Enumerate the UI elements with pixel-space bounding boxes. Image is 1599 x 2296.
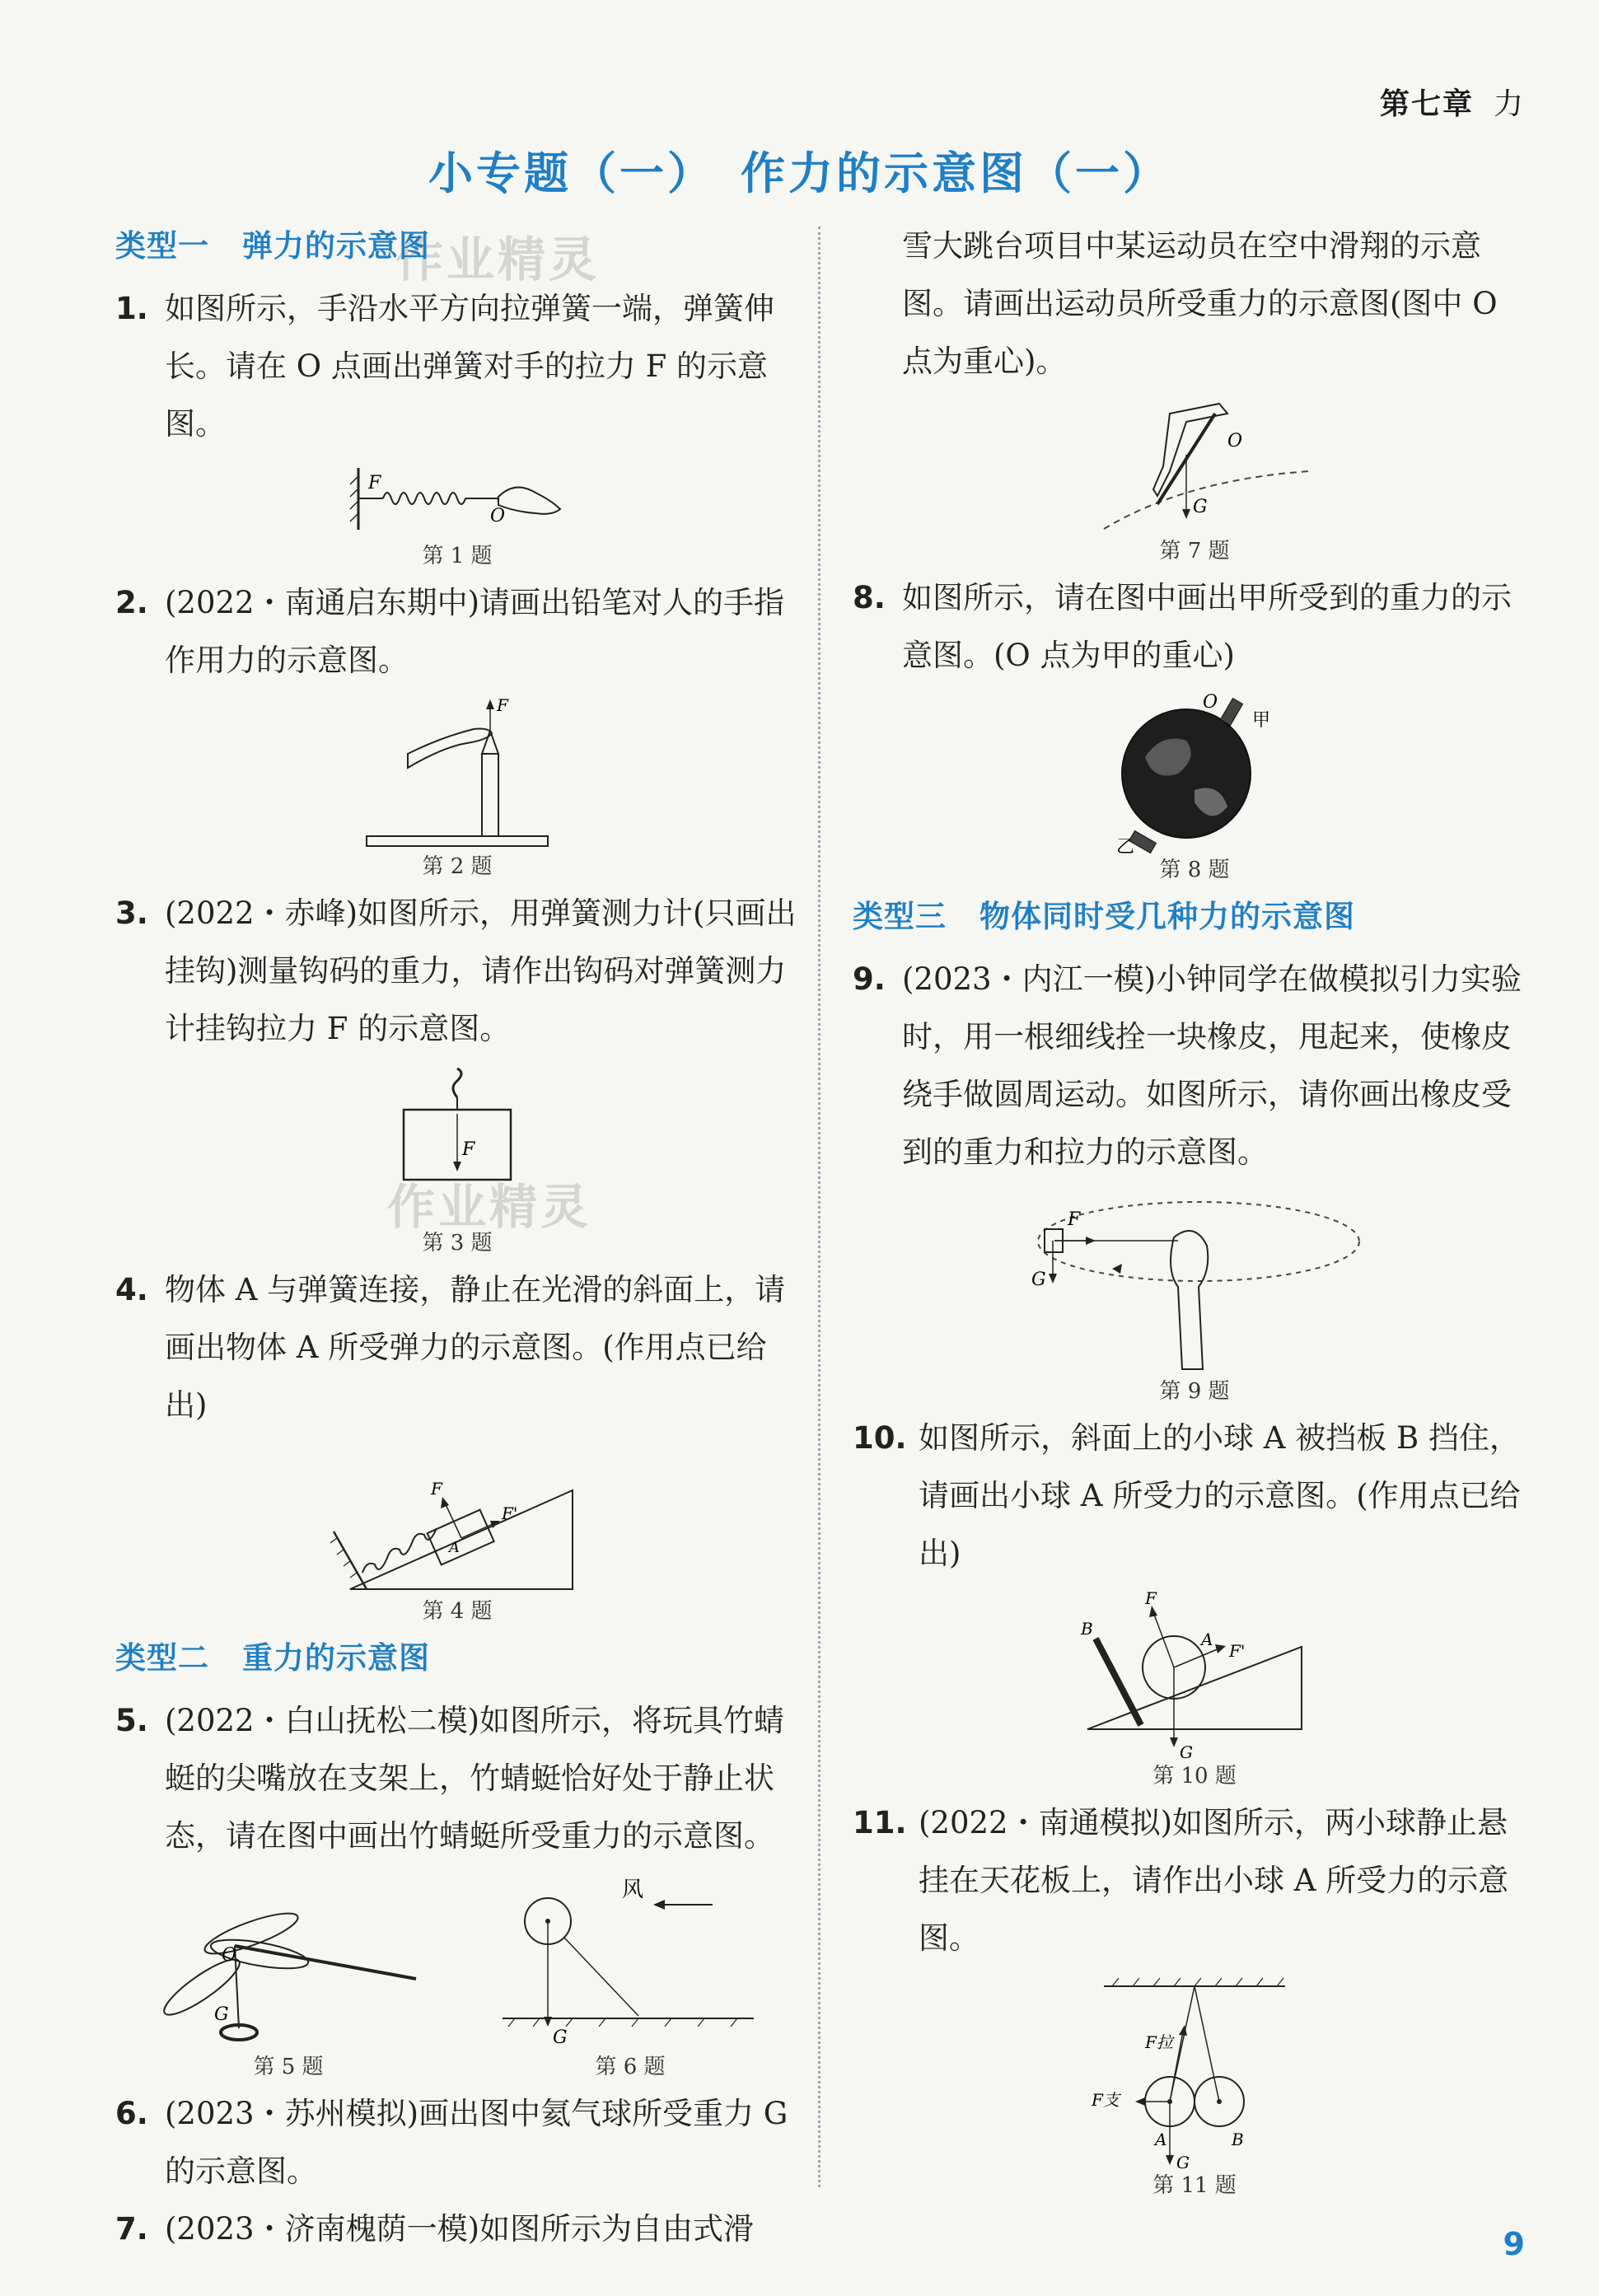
label-G: G — [553, 2027, 568, 2048]
label-F: F — [497, 696, 508, 715]
label-O: O — [1227, 431, 1243, 451]
figure-11 — [853, 1974, 1536, 2199]
label-yi: 乙 — [1116, 837, 1135, 856]
label-A: A — [1201, 1630, 1213, 1649]
hook-weight-diagram — [375, 1064, 540, 1229]
label-F-prime: F' — [502, 1503, 518, 1523]
figure-caption: 第 6 题 — [595, 2055, 666, 2079]
question-text: (2022・南通启东期中)请画出铅笔对人的手指作用力的示意图。 — [165, 585, 785, 678]
question-number: 8. — [853, 580, 886, 615]
question-number: 10. — [853, 1420, 907, 1456]
question-4 — [115, 1261, 799, 1434]
figure-caption: 第 8 题 — [1159, 858, 1230, 882]
question-2 — [115, 574, 799, 690]
section-name: 弹力的示意图 — [242, 228, 430, 264]
figure-2 — [115, 696, 799, 880]
figure-caption: 第 2 题 — [422, 854, 493, 879]
watermark: 作业精灵 — [387, 1179, 592, 1235]
ski-jumper-diagram — [1071, 397, 1318, 537]
page-title: 小专题（一） 作力的示意图（一） — [428, 147, 1171, 199]
question-number: 3. — [115, 895, 148, 931]
label-B: B — [1232, 2130, 1244, 2149]
question-number: 11. — [853, 1805, 907, 1840]
section-label: 类型三 — [853, 899, 947, 934]
figure-caption: 第 7 题 — [1159, 539, 1230, 563]
label-F: F — [1068, 1209, 1081, 1230]
figure-caption: 第 1 题 — [422, 544, 493, 568]
figure-4 — [115, 1441, 799, 1625]
pencil-finger-diagram — [358, 696, 556, 853]
label-O: O — [490, 506, 506, 526]
figure-8 — [853, 691, 1536, 883]
label-B: B — [1081, 1619, 1093, 1639]
label-F: F — [368, 473, 381, 493]
label-A: A — [449, 1539, 460, 1556]
balloon-diagram — [498, 1872, 762, 2053]
column-divider — [818, 227, 821, 2187]
label-A: A — [1155, 2130, 1167, 2149]
dragonfly-diagram — [152, 1896, 424, 2053]
question-text: 雪大跳台项目中某运动员在空中滑翔的示意图。请画出运动员所受重力的示意图(图中 O 点为重心)。 — [902, 228, 1498, 379]
figure-caption: 第 9 题 — [1159, 1379, 1230, 1404]
question-5 — [115, 1692, 799, 1865]
question-3 — [115, 885, 799, 1058]
figure-caption: 第 11 题 — [1152, 2173, 1237, 2198]
question-8 — [853, 569, 1536, 685]
figure-caption: 第 10 题 — [1152, 1764, 1237, 1789]
figure-caption: 第 3 题 — [422, 1231, 493, 1256]
question-text: (2023・苏州模拟)画出图中氦气球所受重力 G 的示意图。 — [165, 2096, 788, 2189]
label-O: O — [1203, 692, 1218, 713]
figure-9 — [853, 1188, 1536, 1405]
figure-caption: 第 5 题 — [253, 2055, 324, 2079]
figure-5 — [152, 1896, 424, 2080]
chapter-subject: 力 — [1493, 87, 1525, 121]
label-F: F — [462, 1139, 475, 1160]
label-G: G — [1180, 1742, 1193, 1762]
eraser-circle-diagram — [1022, 1188, 1368, 1377]
hanging-balls-diagram — [1087, 1974, 1302, 2172]
label-wind: 风 — [622, 1877, 644, 1902]
left-column — [115, 221, 799, 2258]
figure-5-6 — [115, 1872, 799, 2080]
question-7 — [115, 2200, 799, 2258]
question-7-continued — [853, 217, 1536, 390]
question-number: 7. — [115, 2211, 148, 2247]
question-number: 1. — [115, 291, 148, 326]
earth-people-diagram — [1087, 691, 1302, 856]
question-number: 5. — [115, 1703, 148, 1738]
watermark: 作业精灵 — [395, 231, 601, 288]
figure-1 — [115, 460, 799, 569]
label-F: F — [431, 1479, 442, 1499]
chapter-label: 第七章 — [1379, 87, 1474, 121]
figure-7 — [853, 397, 1536, 564]
section-heading-type1 — [115, 221, 799, 265]
question-number: 4. — [115, 1272, 148, 1307]
label-F-prime: F' — [1229, 1641, 1246, 1661]
ball-incline-diagram — [1071, 1589, 1318, 1762]
label-F: F — [1145, 1589, 1157, 1608]
question-number: 2. — [115, 585, 148, 620]
question-text: 如图所示，手沿水平方向拉弹簧一端，弹簧伸长。请在 O 点画出弹簧对手的拉力 F 的示意图。 — [165, 291, 774, 442]
label-jia: 甲 — [1252, 710, 1271, 731]
question-10 — [853, 1410, 1536, 1583]
figure-caption: 第 4 题 — [422, 1599, 493, 1624]
label-F-zhi: F支 — [1092, 2090, 1120, 2110]
figure-10 — [853, 1589, 1536, 1789]
question-number: 9. — [853, 961, 886, 997]
question-text: (2022・南通模拟)如图所示，两小球静止悬挂在天花板上，请作出小球 A 所受力的示意图。 — [919, 1805, 1509, 1956]
right-column — [853, 221, 1536, 2204]
label-O: O — [222, 1945, 237, 1966]
incline-spring-diagram — [325, 1441, 589, 1597]
label-G: G — [1193, 497, 1208, 517]
question-11 — [853, 1794, 1536, 1967]
question-text: (2023・内江一模)小钟同学在做模拟引力实验时，用一根细线拴一块橡皮，甩起来，使橡皮绕手做圆周运动。如图所示，请你画出橡皮受到的重力和拉力的示意图。 — [902, 961, 1522, 1170]
question-text: (2023・济南槐荫一模)如图所示为自由式滑 — [165, 2211, 755, 2247]
section-label: 类型一 — [115, 228, 209, 264]
section-name: 重力的示意图 — [242, 1640, 430, 1676]
spring-hand-diagram — [334, 460, 581, 542]
figure-6 — [498, 1872, 762, 2080]
section-name: 物体同时受几种力的示意图 — [980, 899, 1355, 934]
label-G: G — [1031, 1270, 1046, 1290]
section-heading-type3 — [853, 891, 1536, 936]
figure-3 — [115, 1064, 799, 1256]
question-text: 如图所示，斜面上的小球 A 被挡板 B 挡住，请画出小球 A 所受力的示意图。(作用点已给出) — [919, 1420, 1521, 1571]
label-G: G — [214, 2004, 229, 2025]
page-number: 9 — [1503, 2226, 1525, 2262]
question-number: 6. — [115, 2096, 148, 2131]
question-text: (2022・赤峰)如图所示，用弹簧测力计(只画出挂钩)测量钩码的重力，请作出钩码对弹簧测力计挂钩拉力 F 的示意图。 — [165, 895, 797, 1046]
question-text: (2022・白山抚松二模)如图所示，将玩具竹蜻蜓的尖嘴放在支架上，竹蜻蜓恰好处于静止状态，请在图中画出竹蜻蜓所受重力的示意图。 — [165, 1703, 785, 1854]
question-text: 物体 A 与弹簧连接，静止在光滑的斜面上，请画出物体 A 所受弹力的示意图。(作用点已给出) — [165, 1272, 786, 1423]
label-G: G — [1176, 2153, 1190, 2172]
section-heading-type2 — [115, 1633, 799, 1677]
question-text: 如图所示，请在图中画出甲所受到的重力的示意图。(O 点为甲的重心) — [902, 580, 1512, 673]
question-6 — [115, 2085, 799, 2200]
section-label: 类型二 — [115, 1640, 209, 1676]
question-1 — [115, 280, 799, 453]
question-9 — [853, 951, 1536, 1181]
label-F-la: F拉 — [1145, 2032, 1173, 2052]
chapter-header — [1380, 81, 1525, 123]
